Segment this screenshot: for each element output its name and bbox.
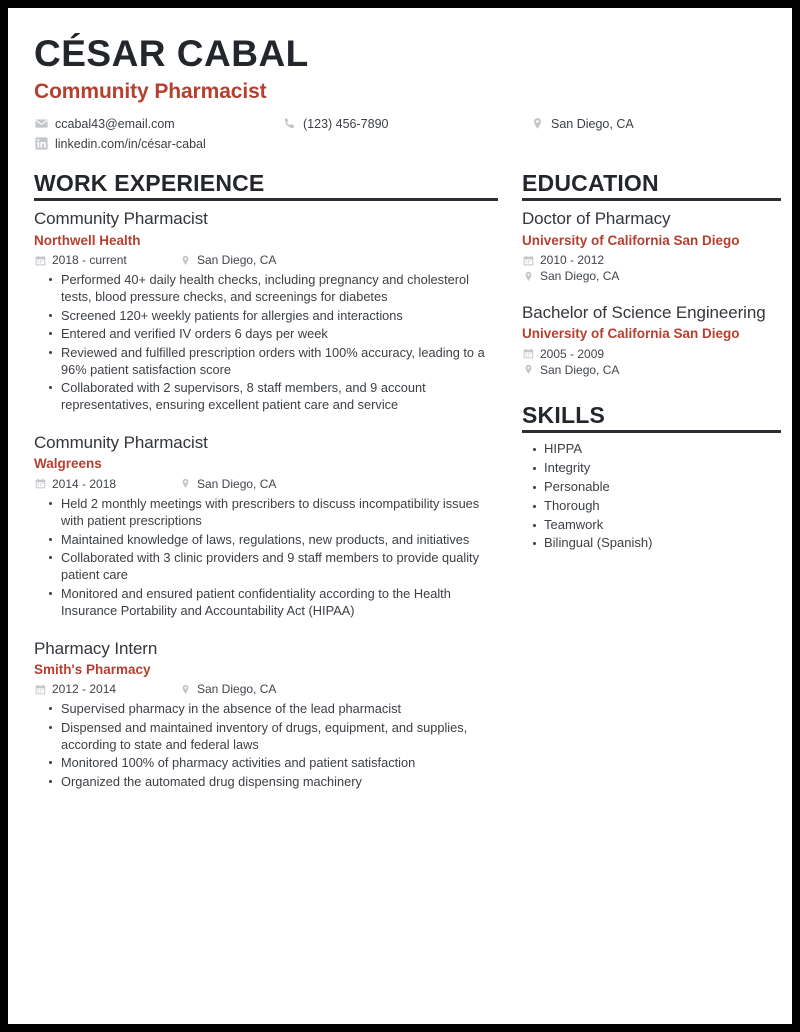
resume-page bbox=[8, 8, 792, 1024]
section-divider bbox=[34, 198, 498, 201]
section-work-experience bbox=[34, 171, 498, 790]
bullet-item: Held 2 monthly meetings with prescribers to discuss incompatibility issues with patient prescriptions bbox=[61, 495, 498, 529]
work-entry-dates bbox=[34, 253, 179, 267]
location-pin-icon bbox=[522, 271, 535, 282]
candidate-job-title: Community Pharmacist bbox=[34, 79, 267, 103]
skill-item: Bilingual (Spanish) bbox=[544, 534, 781, 553]
work-entry bbox=[34, 432, 498, 618]
education-entry-school: University of California San Diego bbox=[522, 326, 740, 342]
bullet-item: Supervised pharmacy in the absence of the lead pharmacist bbox=[61, 700, 498, 717]
bullet-item: Reviewed and fulfilled prescription orders with 100% accuracy, leading to a 96% patient satisfaction score bbox=[61, 344, 498, 378]
contact-linkedin-text: linkedin.com/in/césar-cabal bbox=[55, 136, 206, 151]
section-divider bbox=[522, 198, 781, 201]
education-heading: EDUCATION bbox=[522, 169, 659, 196]
skill-item: HIPPA bbox=[544, 440, 781, 459]
work-entry-title: Pharmacy Intern bbox=[34, 638, 158, 658]
skills-list bbox=[522, 440, 781, 553]
bullet-item: Entered and verified IV orders 6 days per week bbox=[61, 325, 498, 342]
bullet-item: Maintained knowledge of laws, regulations, new products, and initiatives bbox=[61, 531, 498, 548]
education-entry-location-text: San Diego, CA bbox=[540, 362, 620, 377]
calendar-icon bbox=[34, 684, 47, 695]
education-entry bbox=[522, 302, 781, 377]
education-entry-degree: Doctor of Pharmacy bbox=[522, 209, 671, 229]
work-entry-dates bbox=[34, 682, 179, 696]
bullet-item: Monitored and ensured patient confidentiality according to the Health Insurance Portability and Accountability Act (HIPAA) bbox=[61, 585, 498, 619]
resume-header bbox=[34, 34, 770, 151]
work-entry-location-text: San Diego, CA bbox=[197, 682, 277, 697]
work-entry-dates-text: 2018 - current bbox=[52, 253, 127, 268]
bullet-item: Collaborated with 3 clinic providers and 9 staff members to provide quality patient care bbox=[61, 549, 498, 583]
skill-item: Thorough bbox=[544, 497, 781, 516]
column-gap bbox=[498, 171, 522, 792]
work-entry-location-text: San Diego, CA bbox=[197, 476, 277, 491]
bullet-item: Performed 40+ daily health checks, including pregnancy and cholesterol tests, blood pressure checks, and screenings for diabetes bbox=[61, 271, 498, 305]
work-entry-dates bbox=[34, 477, 179, 491]
location-pin-icon bbox=[522, 364, 535, 375]
location-pin-icon bbox=[179, 684, 192, 695]
education-entry-dates-text: 2005 - 2009 bbox=[540, 346, 605, 361]
linkedin-icon bbox=[34, 137, 49, 150]
education-entry-meta bbox=[522, 253, 781, 283]
work-entry-bullets bbox=[34, 700, 498, 790]
education-entry-dates bbox=[522, 347, 781, 361]
work-entry bbox=[34, 638, 498, 790]
education-entry-dates bbox=[522, 253, 781, 267]
bullet-item: Screened 120+ weekly patients for allergies and interactions bbox=[61, 307, 498, 324]
work-experience-heading: WORK EXPERIENCE bbox=[34, 169, 265, 196]
skills-heading: SKILLS bbox=[522, 401, 605, 428]
work-entry-location bbox=[179, 682, 276, 696]
work-entry-org: Smith's Pharmacy bbox=[34, 661, 151, 677]
calendar-icon bbox=[522, 348, 535, 359]
contact-phone[interactable] bbox=[282, 117, 530, 131]
education-entry-dates-text: 2010 - 2012 bbox=[540, 253, 605, 268]
contact-email-text: ccabal43@email.com bbox=[55, 116, 175, 131]
calendar-icon bbox=[522, 255, 535, 266]
work-entry-location bbox=[179, 253, 276, 267]
contact-location bbox=[530, 117, 770, 131]
location-pin-icon bbox=[179, 255, 192, 266]
bullet-item: Organized the automated drug dispensing machinery bbox=[61, 773, 498, 790]
education-entry-location bbox=[522, 363, 781, 377]
work-entry-org: Walgreens bbox=[34, 456, 102, 472]
calendar-icon bbox=[34, 255, 47, 266]
contact-email[interactable] bbox=[34, 117, 282, 131]
skill-item: Personable bbox=[544, 478, 781, 497]
work-entry-title: Community Pharmacist bbox=[34, 433, 208, 453]
education-entry-degree: Bachelor of Science Engineering bbox=[522, 303, 766, 323]
education-entry-location-text: San Diego, CA bbox=[540, 269, 620, 284]
education-entry-school: University of California San Diego bbox=[522, 232, 740, 248]
section-education bbox=[522, 171, 781, 377]
contact-location-text: San Diego, CA bbox=[551, 116, 634, 131]
work-entry-meta bbox=[34, 253, 498, 267]
education-entry-meta bbox=[522, 347, 781, 377]
work-entry-bullets bbox=[34, 495, 498, 619]
education-entry bbox=[522, 208, 781, 283]
phone-icon bbox=[282, 117, 297, 130]
skill-item: Integrity bbox=[544, 459, 781, 478]
section-divider bbox=[522, 430, 781, 433]
location-pin-icon bbox=[179, 478, 192, 489]
bullet-item: Collaborated with 2 supervisors, 8 staff members, and 9 account representatives, ensuring excellent patient care and service bbox=[61, 379, 498, 413]
work-entry-dates-text: 2012 - 2014 bbox=[52, 682, 117, 697]
work-entry-bullets bbox=[34, 271, 498, 413]
contact-linkedin[interactable] bbox=[34, 137, 282, 151]
candidate-name: CÉSAR CABAL bbox=[34, 33, 309, 74]
work-entry-dates-text: 2014 - 2018 bbox=[52, 476, 117, 491]
section-skills bbox=[522, 403, 781, 553]
work-entry-org: Northwell Health bbox=[34, 232, 141, 248]
bullet-item: Dispensed and maintained inventory of drugs, equipment, and supplies, according to state and federal laws bbox=[61, 719, 498, 753]
work-entry-location-text: San Diego, CA bbox=[197, 253, 277, 268]
bullet-item: Monitored 100% of pharmacy activities and patient satisfaction bbox=[61, 754, 498, 771]
contact-info bbox=[34, 117, 770, 151]
calendar-icon bbox=[34, 478, 47, 489]
work-entry-location bbox=[179, 477, 276, 491]
work-entry-meta bbox=[34, 682, 498, 696]
education-entry-location bbox=[522, 269, 781, 283]
envelope-icon bbox=[34, 117, 49, 130]
work-entry-meta bbox=[34, 477, 498, 491]
skill-item: Teamwork bbox=[544, 516, 781, 535]
work-entry bbox=[34, 208, 498, 413]
contact-phone-text: (123) 456-7890 bbox=[303, 116, 389, 131]
location-pin-icon bbox=[530, 117, 545, 130]
work-entry-title: Community Pharmacist bbox=[34, 209, 208, 229]
